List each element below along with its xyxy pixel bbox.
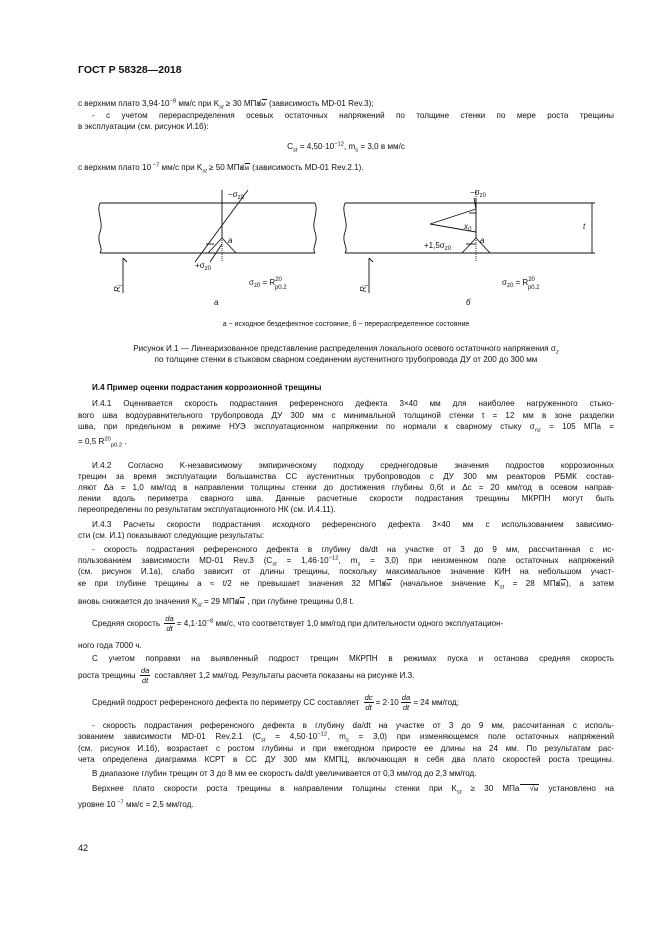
text-line: И.4.1 Оценивается скорость подрастания референсного дефекта 3×40 мм для наиболее нагруженного стыко- (92, 399, 614, 408)
text-line: зованием зависимости MD-01 Rev.2.1 ($C_{st} = 4,50\cdot 10^{-12}$, $m_s = 3,0$) при изменяющемся поле остаточных напряжений (78, 731, 614, 744)
document-header: ГОСТ Р 58328—2018 (78, 64, 182, 76)
stress-figure (90, 182, 610, 307)
text-line: уровне 10 $^{-7}$ мм/с = 2,5 мм/год. (78, 799, 194, 809)
svg-text:−σz0: $-\sigma_{z0}$ (228, 190, 244, 201)
text-line: И.4.3 Расчеты скорости подрастания исходного референсного дефекта 3×40 мм с использованием зависимо- (92, 520, 614, 529)
svg-text:−σz0: $-\sigma_{z0}$ (470, 188, 486, 199)
svg-text:б: б (466, 298, 471, 307)
svg-text:Ri: $R_i$ (113, 284, 124, 292)
page-number: 42 (78, 843, 89, 853)
svg-text:+σz0: $+\sigma_{z0}$ (195, 261, 211, 272)
figure-caption: Рисунок И.1 — Линеаризованное представление распределения локального осевого остаточного напряжения $\sigma_z$ по толщине стенки в стыковом сварном соединении аустенитного трубопровода ДУ от 200 до 300 мм (133, 344, 559, 364)
text-line: вновь снижается до значения $K_{st} = 29$ МПа√ м , при глубине трещины 0,8 t. (78, 596, 614, 607)
figure-legend: а − исходное бездефектное состояние, б − перераспределенное состояние (222, 321, 470, 328)
svg-text:+1,5σz0: $+1,5\sigma_{z0}$ (424, 241, 452, 252)
text-line: в эксплуатации (см. рисунок И.1б): (78, 122, 209, 131)
text-line: пользованием зависимости MD-01 Rev.3 ($C_{st} = 1,46\cdot 10^{-12}$, $m_s = 3,0$) при неизменном поле остаточных напряжений (78, 555, 614, 568)
text-line: чета определена диаграмма КСРТ в СС ДУ 300 мм КМПЦ, включающая в себя два плато скоростей роста трещины. (78, 755, 614, 764)
formula: $C_{st} = 4,50\cdot 10^{-12}$, $m_s = 3,0$ в мм/с (287, 141, 405, 154)
text-line: с верхним плато $3,94\cdot 10^{-8}$ мм/с при $K_{st} \ge 30$ МПа√ м (зависимость MD-01 Rev.3); (78, 98, 614, 109)
text-line: переопределены по результатам эксплуатационного НК (см. И.4.11). (78, 505, 336, 514)
text-line: шва, при предельном в режиме НУЭ эксплуатационном напряжении по нормали к сварному стыку $\sigma_{nz} = 105$ МПа = (78, 422, 614, 434)
perimeter-formula: Средний подрост референсного дефекта по периметру СС составляет $\frac{dc}{dt}$ = 2·10 $\frac{da}{dt}$ = 24 мм/год; (92, 693, 459, 713)
text-line: ного года 7000 ч. (78, 641, 142, 650)
section-heading: И.4 Пример оценки подрастания коррозионной трещины (92, 383, 322, 392)
text-line: - с учетом перераспределения осевых остаточных напряжений по толщине стенки по мере роста трещины (92, 111, 614, 120)
svg-text:x0: $x_0$ (464, 222, 472, 233)
text-line: И.4.2 Согласно K-независимому эмпирическому подходу среднегодовые значения подростов коррозионных (92, 461, 614, 470)
text-line: роста трещины $\frac{da}{dt}$ составляет 1,2 мм/год. Результаты расчета показаны на рисунке И.3. (78, 666, 415, 686)
text-line: лении вдоль периметра сварного шва. Данные расчетные скорости подрастания трещины МКРПН могут быть (78, 494, 614, 503)
text-line: ляют Δa = 1,0 мм/год в направлении толщины стенки до достижения глубины 0,6t и Δc = 20 мм/год в осевом направ- (78, 483, 614, 492)
text-line: (см. рисунок И.1а), слабо зависит от длины трещины, поскольку максимальное значение КИН на небольшом участ- (78, 567, 614, 576)
svg-text:a: a (480, 236, 485, 245)
text-line: В диапазоне глубин трещин от 3 до 8 мм ее скорость da/dt увеличивается от 0,3 мм/год до 2,3 мм/год. (92, 769, 477, 778)
svg-text:t: t (583, 222, 586, 231)
text-line: трещин за время эксплуатации большинства СС аустенитных трубопроводов с ДУ 300 мм реакторов РБМК состав- (78, 472, 614, 481)
average-speed-formula: Средняя скорость $\frac{da}{dt}$ = $4,1\cdot 10^{-8}$ мм/с, что соответствует 1,0 мм/год при длительности одного эксплуатацион- (92, 614, 504, 634)
text-line: Верхнее плато скорости роста трещины в направлении толщины стенки при $K_{st} \ge 30$ МПа√ м установлено на (78, 783, 614, 794)
text-line: - скорость подрастания референсного дефекта в глубину da/dt на участке от 3 до 9 мм, рассчитанная с исполь- (92, 721, 614, 730)
text-line: ке при глубине трещины a ≈ t/2 не превышает значения 32 МПа√ м (начальное значение $K_{st} = 28$ МПа√ м), а затем (78, 578, 614, 589)
svg-text:σz0 = R20p0.2: $\sigma_{z0} = R^{20}$ p0.2 (249, 277, 287, 291)
svg-text:Ri: $R_i$ (359, 284, 370, 292)
svg-text:а: а (214, 298, 219, 307)
text-line: сти (см. И.1) показывают следующие результаты: (78, 531, 265, 540)
svg-text:σz0 = R20p0.2: $\sigma_{z0} = R^{20}$ p0.2 (502, 277, 540, 291)
text-line: С учетом поправки на выявленный подрост трещин МКРПН в режимах пуска и останова средняя скорость (92, 654, 614, 663)
text-line: = 0,5 $R^{20}_{p0.2}$ . (78, 436, 127, 449)
text-line: - скорость подрастания референсного дефекта в глубину da/dt на участке от 3 до 9 мм, рассчитанная с ис- (92, 545, 614, 554)
text-line: (см. рисунок И.1б), возрастает с ростом глубины и при ежегодном приросте ее длины на 24 мм. По результатам рас- (78, 744, 614, 753)
text-line: с верхним плато 10 $^{-7}$ мм/с при $K_{st} \ge 50$ МПа√ м (зависимость MD-01 Rev.2.1). (78, 162, 614, 173)
svg-text:a: a (228, 236, 233, 245)
text-line: вого шва водоуравнительного трубопровода ДУ 300 мм с минимальной толщиной стенки t = 12 мм в зоне разделки (78, 411, 614, 420)
